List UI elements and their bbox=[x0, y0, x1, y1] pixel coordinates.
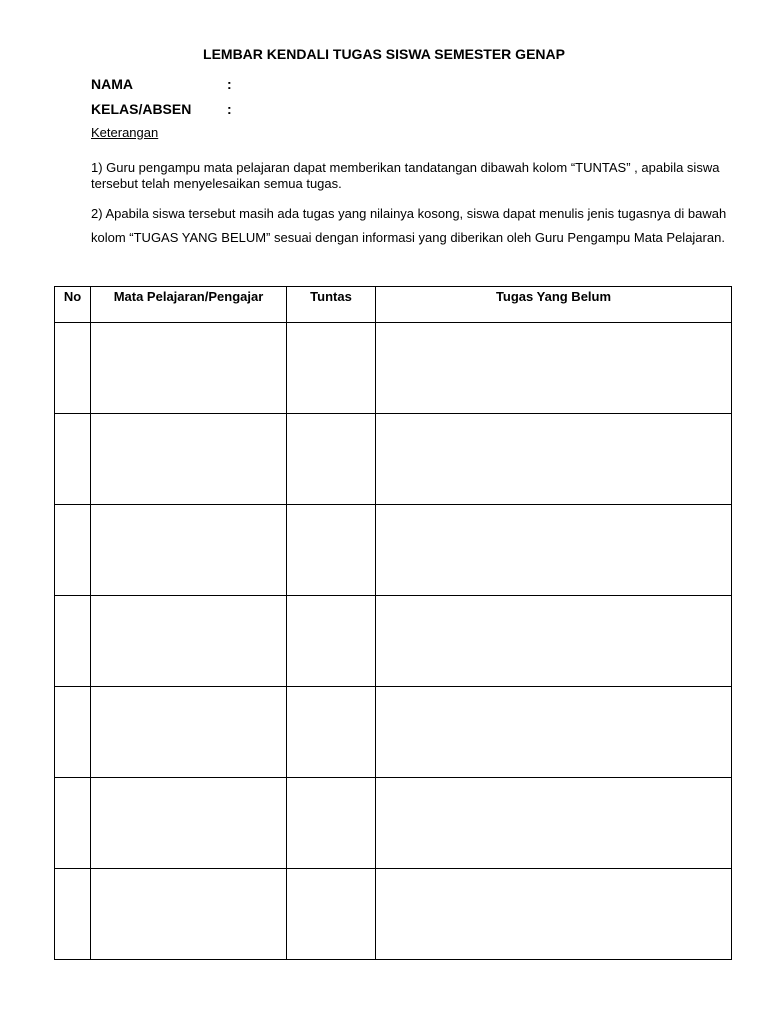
field-nama bbox=[91, 76, 247, 92]
cell-tugas-yang-belum bbox=[376, 505, 732, 596]
cell-no bbox=[55, 323, 91, 414]
cell-mata-pelajaran bbox=[91, 687, 287, 778]
cell-tuntas bbox=[287, 778, 376, 869]
field-colon: : bbox=[227, 76, 232, 92]
table-header-row bbox=[55, 287, 732, 323]
cell-mata-pelajaran bbox=[91, 596, 287, 687]
header-no: No bbox=[55, 287, 91, 323]
cell-tugas-yang-belum bbox=[376, 596, 732, 687]
field-label: NAMA bbox=[91, 76, 133, 92]
cell-mata-pelajaran bbox=[91, 414, 287, 505]
keterangan-heading: Keterangan bbox=[91, 125, 159, 140]
header-mata-pelajaran: Mata Pelajaran/Pengajar bbox=[91, 287, 287, 323]
cell-tuntas bbox=[287, 596, 376, 687]
cell-mata-pelajaran bbox=[91, 778, 287, 869]
table-row bbox=[55, 323, 732, 414]
table-row bbox=[55, 505, 732, 596]
cell-tuntas bbox=[287, 687, 376, 778]
table-row bbox=[55, 687, 732, 778]
cell-no bbox=[55, 687, 91, 778]
field-kelas-absen bbox=[91, 101, 247, 117]
table-row bbox=[55, 778, 732, 869]
cell-mata-pelajaran bbox=[91, 323, 287, 414]
cell-no bbox=[55, 778, 91, 869]
cell-tuntas bbox=[287, 869, 376, 960]
cell-mata-pelajaran bbox=[91, 505, 287, 596]
cell-no bbox=[55, 414, 91, 505]
field-colon: : bbox=[227, 101, 232, 117]
cell-tugas-yang-belum bbox=[376, 687, 732, 778]
header-tugas-yang-belum: Tugas Yang Belum bbox=[376, 287, 732, 323]
field-label: KELAS/ABSEN bbox=[91, 101, 192, 117]
table-row bbox=[55, 596, 732, 687]
header-tuntas: Tuntas bbox=[287, 287, 376, 323]
cell-tugas-yang-belum bbox=[376, 323, 732, 414]
cell-no bbox=[55, 505, 91, 596]
table-row bbox=[55, 414, 732, 505]
cell-no bbox=[55, 869, 91, 960]
document-title: LEMBAR KENDALI TUGAS SISWA SEMESTER GENAP bbox=[203, 46, 565, 62]
table-body bbox=[55, 323, 732, 960]
note-1: 1) Guru pengampu mata pelajaran dapat memberikan tandatangan dibawah kolom “TUNTAS” , apabila siswa tersebut telah menyelesaikan semua tugas. bbox=[91, 160, 720, 191]
table-row bbox=[55, 869, 732, 960]
cell-tuntas bbox=[287, 505, 376, 596]
cell-tuntas bbox=[287, 323, 376, 414]
cell-tuntas bbox=[287, 414, 376, 505]
cell-tugas-yang-belum bbox=[376, 869, 732, 960]
cell-tugas-yang-belum bbox=[376, 778, 732, 869]
cell-no bbox=[55, 596, 91, 687]
note-2: 2) Apabila siswa tersebut masih ada tugas yang nilainya kosong, siswa dapat menulis jenis tugasnya di bawah kolom “TUGAS YANG BELUM” sesuai dengan informasi yang diberikan oleh Guru Pengampu Mata Pelajaran. bbox=[91, 206, 727, 245]
cell-tugas-yang-belum bbox=[376, 414, 732, 505]
cell-mata-pelajaran bbox=[91, 869, 287, 960]
task-table bbox=[54, 286, 732, 960]
